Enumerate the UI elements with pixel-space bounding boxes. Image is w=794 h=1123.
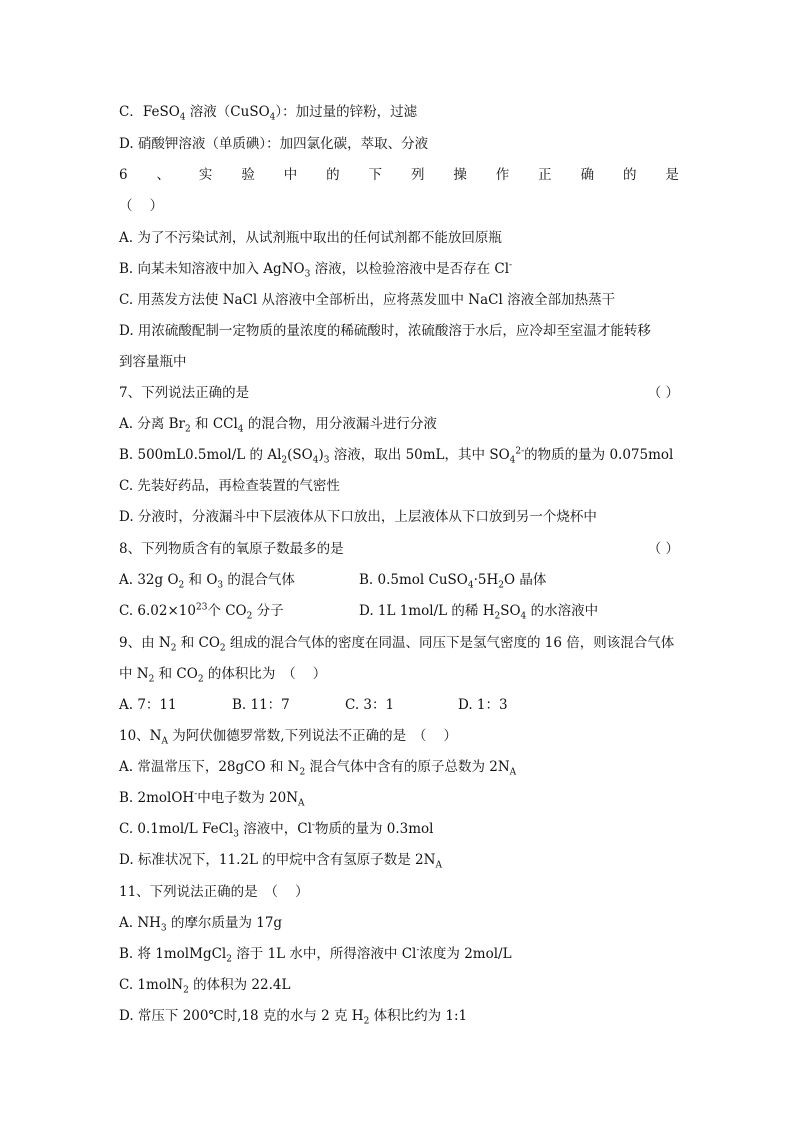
q9-stem: 9、由 $N_2$ 和 $CO_2$ 组成的混合气体的密度在同温、同压下是氢气密度的 16 倍，则该混合气体: [119, 635, 675, 654]
q6-option-a: A. 为了不污染试剂，从试剂瓶中取出的任何试剂都不能放回原瓶: [119, 230, 502, 246]
q11-stem: 11、下列说法正确的是 （ ）: [119, 884, 309, 900]
q8-stem: 8、下列物质含有的氧原子数最多的是 （ ）: [119, 541, 679, 557]
q9-options: A. 7：11 B. 11：7 C. 3：1 D. 1：3: [119, 697, 508, 713]
q10-option-a: A. 常温常压下，28gCO 和 $N_2$ 混合气体中含有的原子总数为 $2N_A$: [119, 759, 517, 778]
q5-option-d: D. 硝酸钾溶液（单质碘）：加四氯化碳，萃取、分液: [119, 136, 429, 152]
q5-option-c: C．FeSO$_4$ 溶液（CuSO$_4$）：加过量的锌粉，过滤: [119, 104, 418, 123]
q11-option-a: A. $NH_3$ 的摩尔质量为 17g: [119, 915, 283, 934]
q11-option-b: B. 将 1molMgCl$_2$ 溶于 1L 水中，所得溶液中 Cl-浓度为 2mol/L: [119, 945, 512, 965]
q10-stem: 10、$N_A$ 为阿伏伽德罗常数,下列说法不正确的是 （ ）: [119, 728, 457, 747]
q10-option-d: D. 标准状况下，11.2L 的甲烷中含有氢原子数是 $2N_A$: [119, 852, 442, 871]
q6-stem: 6 、 实 验 中 的 下 列 操 作 正 确 的 是: [119, 167, 679, 183]
q10-option-c: C. 0.1mol/L FeCl$_3$ 溶液中，Cl-物质的量为 0.3mol: [119, 820, 434, 840]
q6-answer-blank: （ ）: [119, 198, 164, 214]
q7-option-a: A. 分离 $Br_2$ 和 CCl$_4$ 的混合物，用分液漏斗进行分液: [119, 416, 437, 435]
q6-option-c: C. 用蒸发方法使 NaCl 从溶液中全部析出，应将蒸发皿中 NaCl 溶液全部加热蒸干: [119, 292, 616, 308]
q10-option-b: B. 2molOH-中电子数为 $20N_A$: [119, 789, 305, 809]
q7-option-b: B. 500mL0.5mol/L 的 $Al_2(SO_4)_3$ 溶液，取出 50mL，其中 $SO_4^{2-}$的物质的量为 0.075mol: [119, 446, 674, 466]
q11-option-c: C. 1molN$_2$ 的体积为 22.4L: [119, 977, 291, 996]
q9-stem-cont: 中 $N_2$ 和 $CO_2$ 的体积比为 （ ）: [119, 666, 327, 685]
q7-option-c: C. 先装好药品，再检查装置的气密性: [119, 478, 340, 494]
q6-option-d: D. 用浓硫酸配制一定物质的量浓度的稀硫酸时，浓硫酸溶于水后，应冷却至室温才能转移: [119, 323, 651, 339]
q11-option-d: D. 常压下 200℃时,18 克的水与 2 克 $H_2$ 体积比约为 1:1: [119, 1008, 468, 1027]
q8-options-ab: A. 32g $O_2$ 和 $O_3$ 的混合气体 B. 0.5mol $CuSO_4\cdot 5H_2O$ 晶体: [119, 572, 547, 591]
q7-stem: 7、下列说法正确的是 （ ）: [119, 385, 679, 401]
q7-option-d: D. 分液时，分液漏斗中下层液体从下口放出，上层液体从下口放到另一个烧杯中: [119, 509, 597, 525]
q6-option-d-cont: 到容量瓶中: [119, 354, 187, 370]
q6-option-b: B. 向某未知溶液中加入 AgNO$_3$ 溶液，以检验溶液中是否存在 Cl-: [119, 260, 513, 280]
q8-options-cd: C. $6.02\times 10^{23}$个 $CO_2$ 分子 D. 1L 1mol/L 的稀 $H_2SO_4$ 的水溶液中: [119, 602, 599, 622]
